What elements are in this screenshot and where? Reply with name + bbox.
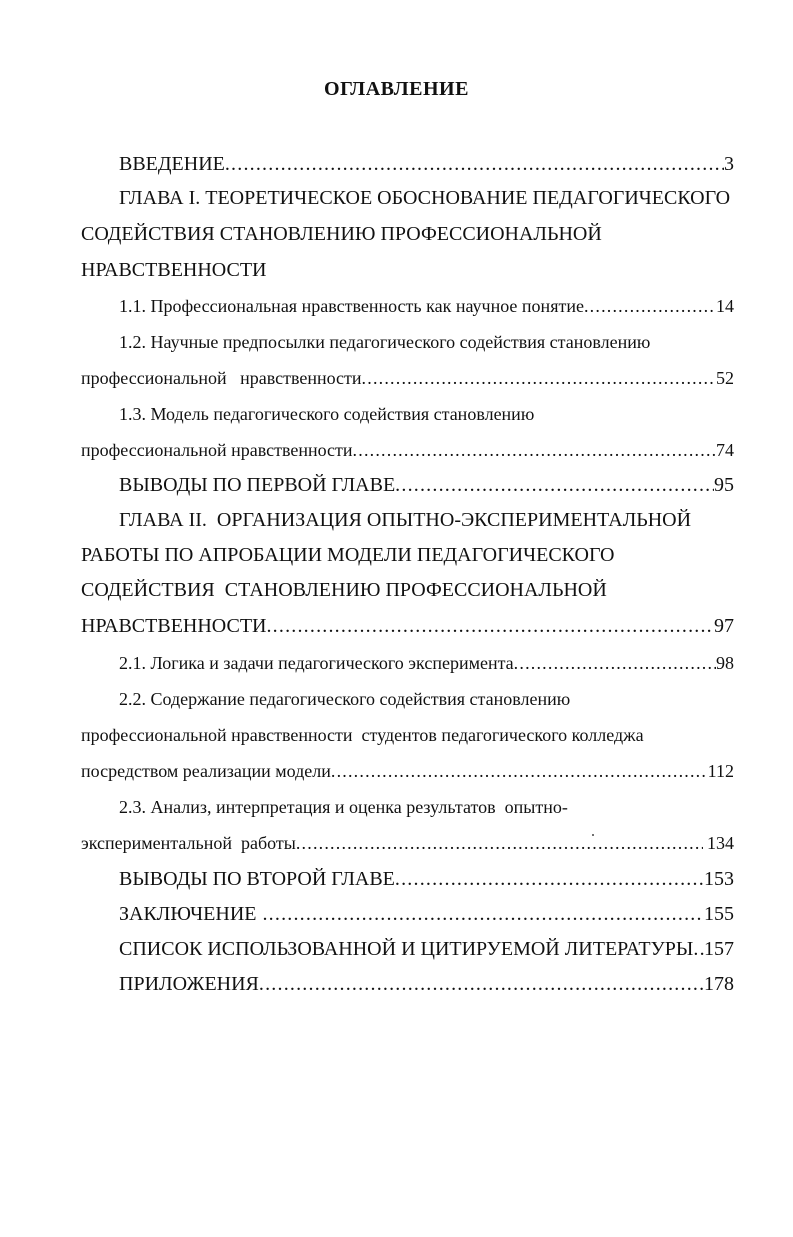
- toc-chapter2-line1[interactable]: ГЛАВА II. ОРГАНИЗАЦИЯ ОПЫТНО-ЭКСПЕРИМЕНТАЛЬНОЙ: [119, 509, 692, 531]
- toc-entry-label: профессиональной нравственности: [81, 440, 353, 460]
- toc-dot-leader: [259, 972, 704, 996]
- toc-dot-leader: [331, 759, 708, 783]
- toc-entry-conclusions-ch1[interactable]: [119, 473, 734, 497]
- toc-entry-label: СПИСОК ИСПОЛЬЗОВАННОЙ И ЦИТИРУЕМОЙ ЛИТЕРАТУРЫ: [119, 938, 694, 960]
- toc-chapter2-line3[interactable]: СОДЕЙСТВИЯ СТАНОВЛЕНИЮ ПРОФЕССИОНАЛЬНОЙ: [81, 579, 607, 601]
- page-title: ОГЛАВЛЕНИЕ: [324, 78, 469, 100]
- toc-section-1-1[interactable]: [119, 294, 734, 318]
- toc-chapter1-line2[interactable]: СОДЕЙСТВИЯ СТАНОВЛЕНИЮ ПРОФЕССИОНАЛЬНОЙ: [81, 223, 602, 245]
- toc-dot-leader: [256, 902, 704, 926]
- toc-chapter2-line2[interactable]: РАБОТЫ ПО АПРОБАЦИИ МОДЕЛИ ПЕДАГОГИЧЕСКОГО: [81, 544, 615, 566]
- toc-dot-leader: [514, 651, 716, 675]
- scan-speck: [592, 834, 594, 836]
- toc-entry-label: профессиональной нравственности: [81, 368, 362, 388]
- toc-section-1-3-line1[interactable]: 1.3. Модель педагогического содействия становлению: [119, 404, 535, 424]
- toc-section-2-3-line1[interactable]: 2.3. Анализ, интерпретация и оценка результатов опытно-: [119, 797, 568, 817]
- toc-dot-leader: [266, 614, 714, 638]
- toc-section-2-1[interactable]: [119, 651, 734, 675]
- toc-entry-label: 2.1. Логика и задачи педагогического эксперимента: [119, 653, 514, 673]
- toc-dot-leader: [296, 831, 703, 855]
- toc-dot-leader: [353, 438, 716, 462]
- toc-dot-leader: [395, 473, 714, 497]
- toc-section-2-2-line3[interactable]: [81, 759, 734, 783]
- toc-dot-leader: [395, 867, 704, 891]
- toc-page-number: 97: [714, 615, 734, 637]
- toc-section-1-2-line1[interactable]: 1.2. Научные предпосылки педагогического содействия становлению: [119, 332, 651, 352]
- toc-page-number: 3: [724, 153, 734, 175]
- toc-page-number: 155: [704, 903, 734, 925]
- toc-section-2-2-line2[interactable]: профессиональной нравственности студентов педагогического колледжа: [81, 725, 644, 745]
- toc-dot-leader: [362, 366, 716, 390]
- toc-page-number: 134: [707, 833, 734, 853]
- toc-entry-label: 1.1. Профессиональная нравственность как научное понятие: [119, 296, 584, 316]
- toc-dot-leader: [584, 294, 716, 318]
- toc-dot-leader: [693, 937, 704, 961]
- toc-entry-conclusions-ch2[interactable]: [119, 867, 734, 891]
- toc-section-2-2-line1[interactable]: 2.2. Содержание педагогического содействия становлению: [119, 689, 571, 709]
- toc-chapter1-line1[interactable]: ГЛАВА I. ТЕОРЕТИЧЕСКОЕ ОБОСНОВАНИЕ ПЕДАГОГИЧЕСКОГО: [119, 187, 731, 209]
- toc-entry-label: ВЫВОДЫ ПО ПЕРВОЙ ГЛАВЕ: [119, 474, 396, 496]
- toc-entry-references[interactable]: [119, 937, 734, 961]
- toc-page-number: 178: [704, 973, 734, 995]
- toc-section-1-2-line2[interactable]: [81, 366, 734, 390]
- toc-entry-label: посредством реализации модели: [81, 761, 331, 781]
- toc-page-number: 95: [714, 474, 734, 496]
- toc-entry-label: ВЫВОДЫ ПО ВТОРОЙ ГЛАВЕ: [119, 868, 395, 890]
- toc-entry-intro[interactable]: [119, 152, 734, 176]
- toc-chapter1-line3[interactable]: НРАВСТВЕННОСТИ: [81, 259, 267, 281]
- toc-page-number: 153: [704, 868, 734, 890]
- toc-page-number: 157: [704, 938, 734, 960]
- toc-chapter2-line4[interactable]: [81, 614, 734, 638]
- toc-entry-appendix[interactable]: [119, 972, 734, 996]
- toc-entry-label: экспериментальной работы: [81, 833, 296, 853]
- toc-page-number: 52: [716, 368, 734, 388]
- toc-section-1-3-line2[interactable]: [81, 438, 734, 462]
- toc-page-number: 98: [716, 653, 734, 673]
- toc-page-number: 74: [716, 440, 734, 460]
- toc-entry-conclusion[interactable]: [119, 902, 734, 926]
- toc-page-number: 14: [716, 296, 734, 316]
- toc-dot-leader: [225, 152, 724, 176]
- toc-page-number: 112: [707, 761, 734, 781]
- toc-entry-label: ВВЕДЕНИЕ: [119, 153, 225, 175]
- toc-entry-label: ПРИЛОЖЕНИЯ: [119, 973, 259, 995]
- toc-entry-label: ЗАКЛЮЧЕНИЕ: [119, 903, 257, 925]
- toc-entry-label: НРАВСТВЕННОСТИ: [81, 615, 267, 637]
- toc-section-2-3-line2[interactable]: [81, 831, 734, 855]
